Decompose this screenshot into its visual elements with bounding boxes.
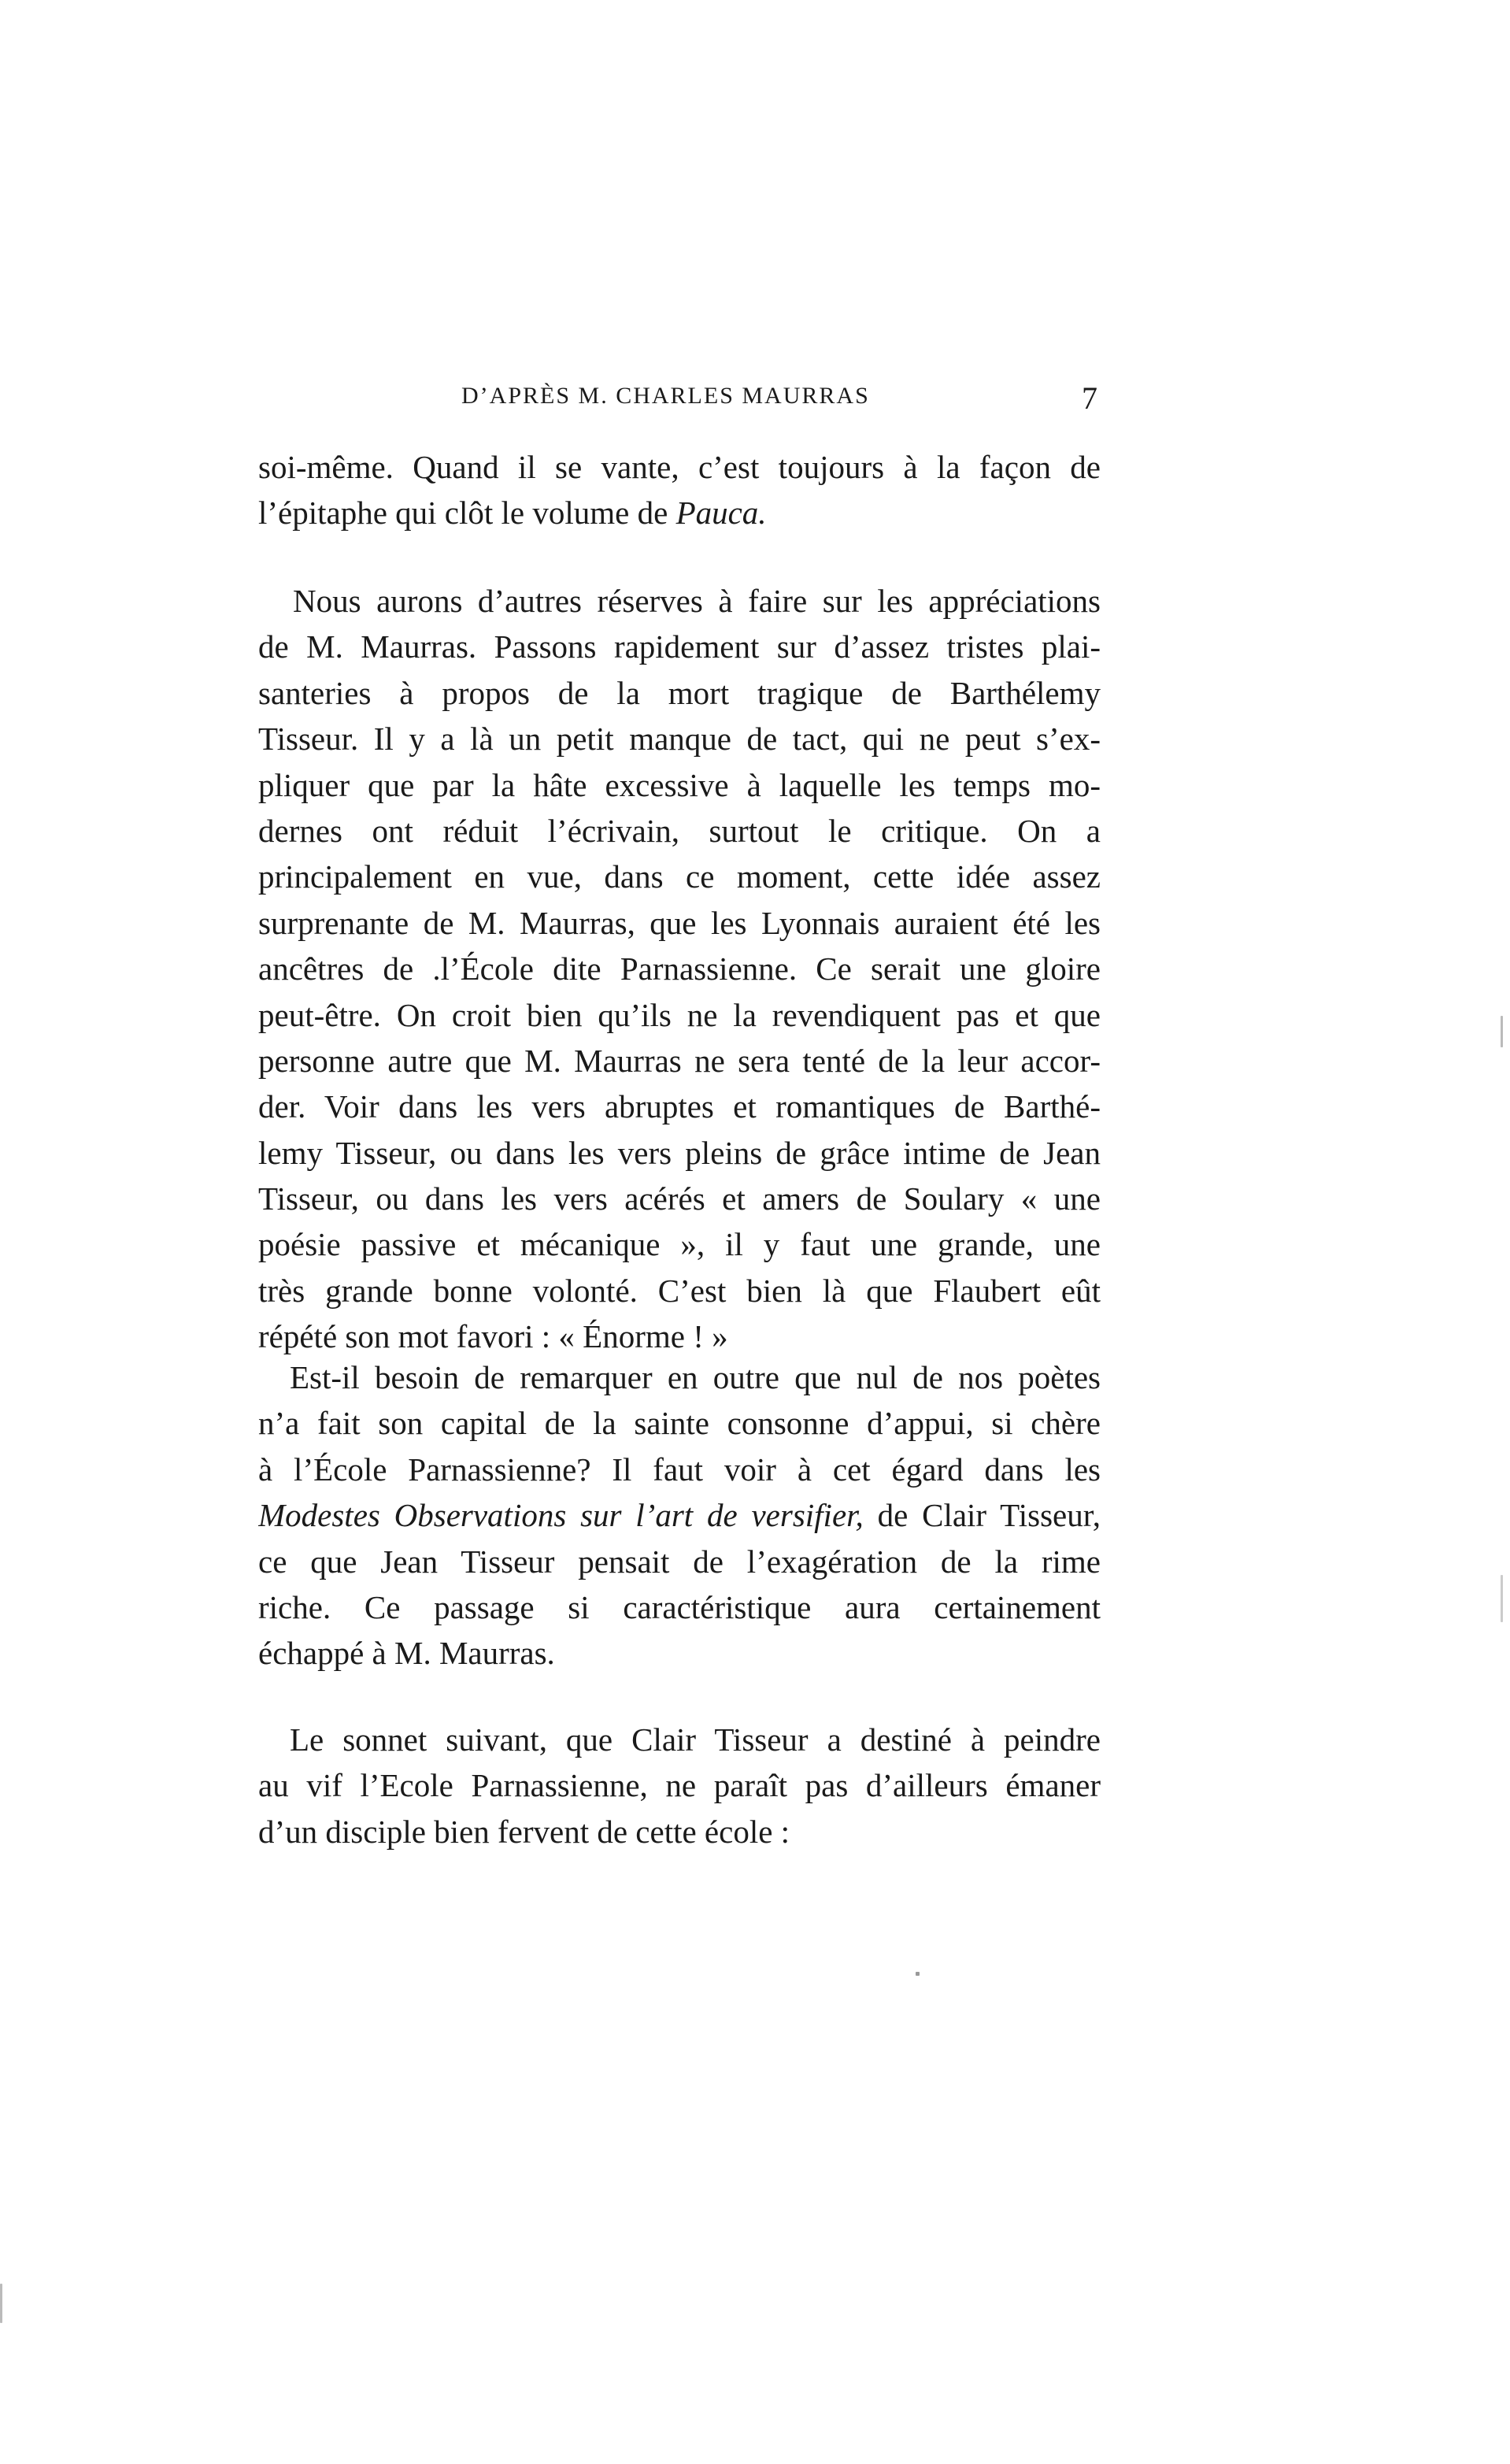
text-line: lemy Tisseur, ou dans les vers pleins de grâce intime de Jean [258, 1134, 1101, 1171]
text-line: ancêtres de .l’École dite Parnassienne. Ce serait une gloire [258, 950, 1101, 987]
text-line: très grande bonne volonté. C’est bien là que Flaubert eût [258, 1272, 1101, 1309]
text-line [258, 490, 1101, 535]
text-line: Tisseur. Il y a là un petit manque de tact, qui ne peut s’ex- [258, 721, 1101, 758]
text-line: peut-être. On croit bien qu’ils ne la revendiquent pas et que [258, 996, 1101, 1033]
scan-speck [0, 2284, 2, 2323]
text-line: à l’École Parnassienne? Il faut voir à cet égard dans les [258, 1451, 1101, 1488]
paragraph-reserves [258, 578, 1101, 1360]
scan-speck [1501, 1575, 1503, 1622]
scan-speck [916, 1972, 920, 1976]
paragraph-consonne [258, 1354, 1101, 1677]
text-line: dernes ont réduit l’écrivain, surtout le critique. On a [258, 812, 1101, 849]
page-number: 7 [1082, 380, 1097, 416]
text-line: der. Voir dans les vers abruptes et romantiques de Barthé- [258, 1088, 1101, 1125]
text-line: personne autre que M. Maurras ne sera tenté de la leur accor- [258, 1042, 1101, 1079]
running-title: D’APRÈS M. CHARLES MAURRAS [461, 383, 870, 409]
text-line: Tisseur, ou dans les vers acérés et amers de Soulary « une [258, 1180, 1101, 1217]
text-span: de Clair Tisseur, [863, 1497, 1101, 1534]
scan-speck [1501, 1016, 1503, 1047]
text-line: poésie passive et mécanique », il y faut une grande, une [258, 1226, 1101, 1263]
text-line: répété son mot favori : « Énorme ! » [258, 1318, 728, 1355]
text-line: ce que Jean Tisseur pensait de l’exagération de la rime [258, 1543, 1101, 1580]
text-line: d’un disciple bien fervent de cette école : [258, 1813, 790, 1850]
text-line: Le sonnet suivant, que Clair Tisseur a destiné à peindre [290, 1721, 1101, 1758]
text-span: l’épitaphe qui clôt le volume de [258, 495, 676, 532]
page-header [461, 380, 1097, 422]
text-line [258, 1492, 1101, 1538]
paragraph-continuation [258, 444, 1101, 536]
text-line: santeries à propos de la mort tragique de Barthélemy [258, 674, 1101, 711]
text-line: Nous aurons d’autres réserves à faire sur les appréciations [293, 583, 1101, 619]
text-line: Est-il besoin de remarquer en outre que nul de nos poètes [290, 1359, 1101, 1395]
text-line: soi-même. Quand il se vante, c’est toujours à la façon de [258, 449, 1101, 485]
text-line: pliquer que par la hâte excessive à laquelle les temps mo- [258, 766, 1101, 803]
text-line: riche. Ce passage si caractéristique aura certainement [258, 1588, 1101, 1625]
text-line: au vif l’Ecole Parnassienne, ne paraît pas d’ailleurs émaner [258, 1767, 1101, 1804]
italic-title: Pauca. [675, 495, 767, 532]
text-line: échappé à M. Maurras. [258, 1635, 555, 1672]
text-line: n’a fait son capital de la sainte consonne d’appui, si chère [258, 1405, 1101, 1442]
italic-book-title: Modestes Observations sur l’art de versifier, [258, 1497, 864, 1534]
paragraph-sonnet-intro [258, 1717, 1101, 1854]
text-line: principalement en vue, dans ce moment, cette idée assez [258, 858, 1101, 895]
text-line: de M. Maurras. Passons rapidement sur d’assez tristes plai- [258, 628, 1101, 665]
text-line: surprenante de M. Maurras, que les Lyonnais auraient été les [258, 904, 1101, 941]
